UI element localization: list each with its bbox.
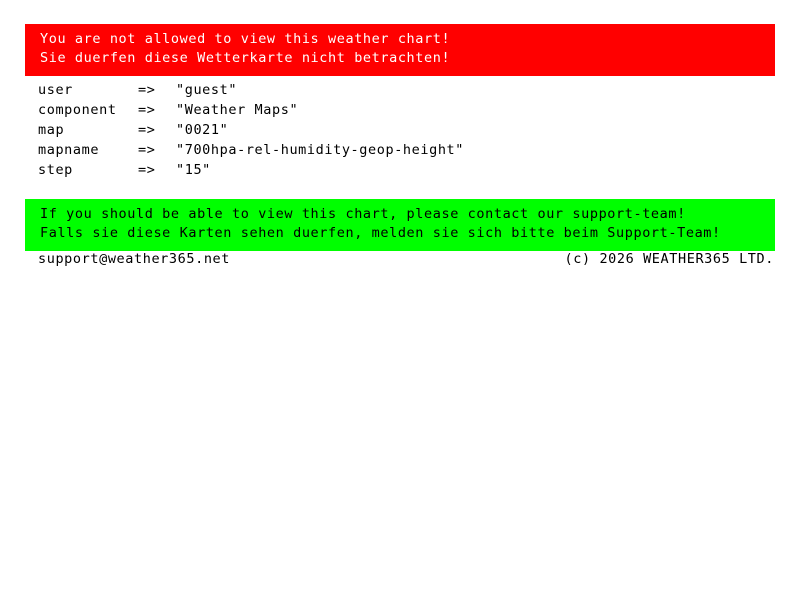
param-key-component: component [38, 102, 117, 118]
error-banner [25, 24, 775, 76]
info-banner-line-en: If you should be able to view this chart, please contact our support-team! [40, 206, 686, 222]
info-banner-line-de: Falls sie diese Karten sehen duerfen, melden sie sich bitte beim Support-Team! [40, 225, 721, 241]
param-value-component: "Weather Maps" [176, 102, 299, 118]
footer [38, 250, 774, 269]
param-arrow: => [138, 102, 156, 118]
param-arrow: => [138, 82, 156, 98]
param-arrow: => [138, 162, 156, 178]
error-banner-line-en: You are not allowed to view this weather chart! [40, 31, 451, 47]
info-banner [25, 199, 775, 251]
parameter-table [38, 80, 464, 180]
param-value-step: "15" [176, 162, 211, 178]
param-value-map: "0021" [176, 122, 229, 138]
param-key-user: user [38, 82, 73, 98]
param-arrow: => [138, 122, 156, 138]
param-value-user: "guest" [176, 82, 238, 98]
table-row [38, 160, 464, 180]
param-value-mapname: "700hpa-rel-humidity-geop-height" [176, 142, 465, 158]
param-key-map: map [38, 122, 65, 138]
copyright-text: (c) 2026 WEATHER365 LTD. [564, 251, 774, 267]
param-key-step: step [38, 162, 73, 178]
table-row [38, 100, 464, 120]
error-banner-line-de: Sie duerfen diese Wetterkarte nicht betrachten! [40, 50, 451, 66]
table-row [38, 80, 464, 100]
table-row [38, 120, 464, 140]
param-arrow: => [138, 142, 156, 158]
param-key-mapname: mapname [38, 142, 100, 158]
table-row [38, 140, 464, 160]
support-email-link[interactable]: support@weather365.net [38, 251, 231, 267]
